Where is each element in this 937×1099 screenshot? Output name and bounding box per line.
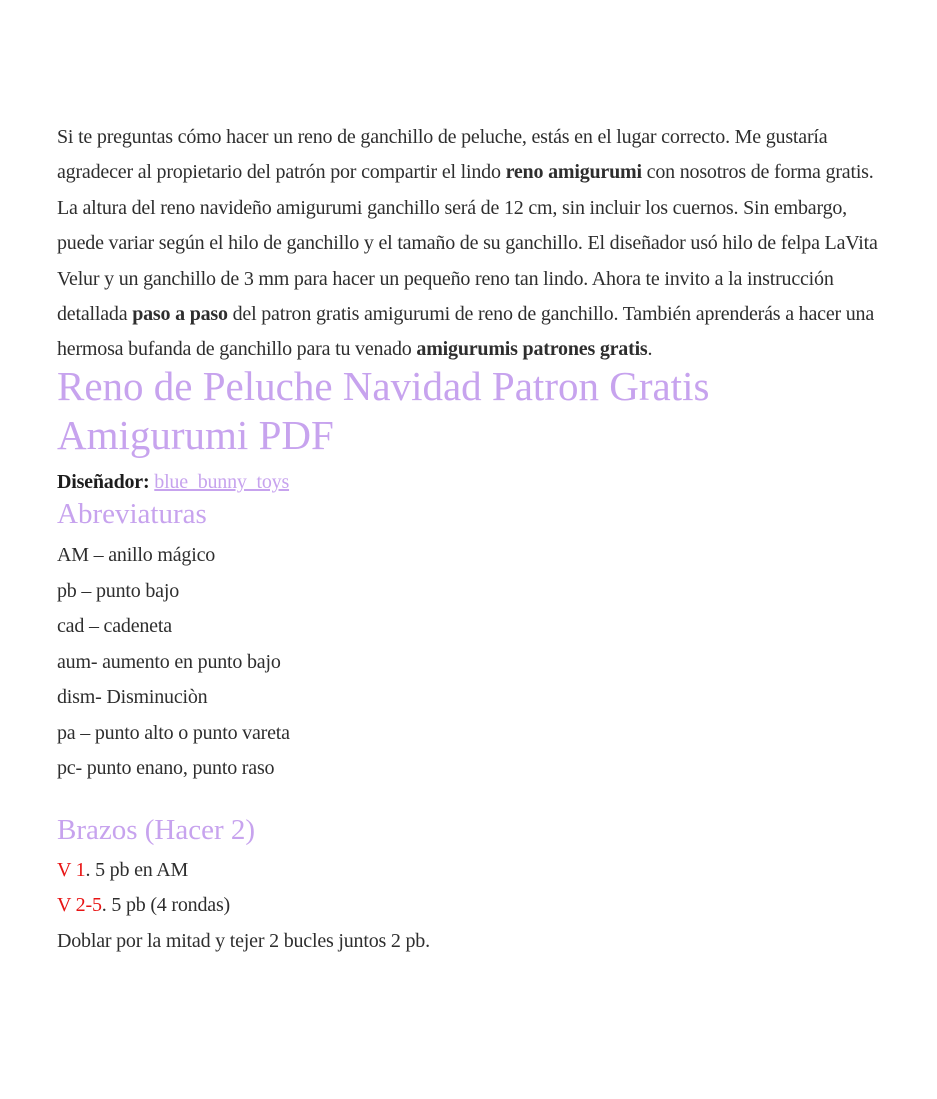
intro-text-segment: . [647,338,653,361]
abbreviation-item: pc- punto enano, punto raso [57,757,275,780]
row-text: . 5 pb en AM [85,858,189,881]
arms-pattern-rows [57,853,880,960]
designer-link[interactable]: blue_bunny_toys [154,470,290,493]
intro-paragraph [57,120,880,368]
arms-section-heading: Brazos (Hacer 2) [57,813,256,846]
row-label: V 2-5 [57,894,102,917]
abbreviations-list [57,538,880,787]
intro-text-segment: con nosotros de forma gratis. La altura del reno navideño amigurumi ganchillo será de 12 cm, sin incluir los cuernos. Sin embargo, puede variar según el hilo de ganchillo y el tamaño de su ganchillo. El diseñador usó hilo de felpa LaVita Velur y un ganchillo de 3 mm para hacer un pequeño reno tan lindo. Ahora te invito a la instrucción detallada [57,161,878,326]
abbreviation-item: cad – cadeneta [57,615,172,638]
abbreviation-item: pb – punto bajo [57,579,179,602]
page-title: Reno de Peluche Navidad Patron Gratis Amigurumi PDF [57,362,710,458]
designer-label: Diseñador: [57,470,150,493]
abbreviation-item: dism- Disminuciòn [57,686,208,709]
abbreviation-item: aum- aumento en punto bajo [57,650,281,673]
intro-bold-amigurumis-patrones: amigurumis patrones gratis [416,338,648,361]
row-label: V 1 [57,858,86,881]
intro-bold-reno-amigurumi: reno amigurumi [505,161,642,184]
pattern-row [57,888,880,924]
row-text: . 5 pb (4 rondas) [101,894,230,917]
intro-text-segment: Si te preguntas cómo hacer un reno de ganchillo de peluche, estás en el lugar correcto. Me gustaría agradecer al propietario del patrón por compartir el lindo [57,126,828,184]
abbreviation-item: pa – punto alto o punto vareta [57,721,290,744]
intro-text-segment: del patron gratis amigurumi de reno de ganchillo. También aprenderás a hacer una hermosa bufanda de ganchillo para tu venado [57,303,875,361]
pattern-note: Doblar por la mitad y tejer 2 bucles juntos 2 pb. [57,929,430,952]
pattern-row [57,853,880,889]
abbreviations-heading: Abreviaturas [57,498,207,531]
abbreviation-item: AM – anillo mágico [57,544,216,567]
intro-bold-paso-a-paso: paso a paso [132,303,228,326]
